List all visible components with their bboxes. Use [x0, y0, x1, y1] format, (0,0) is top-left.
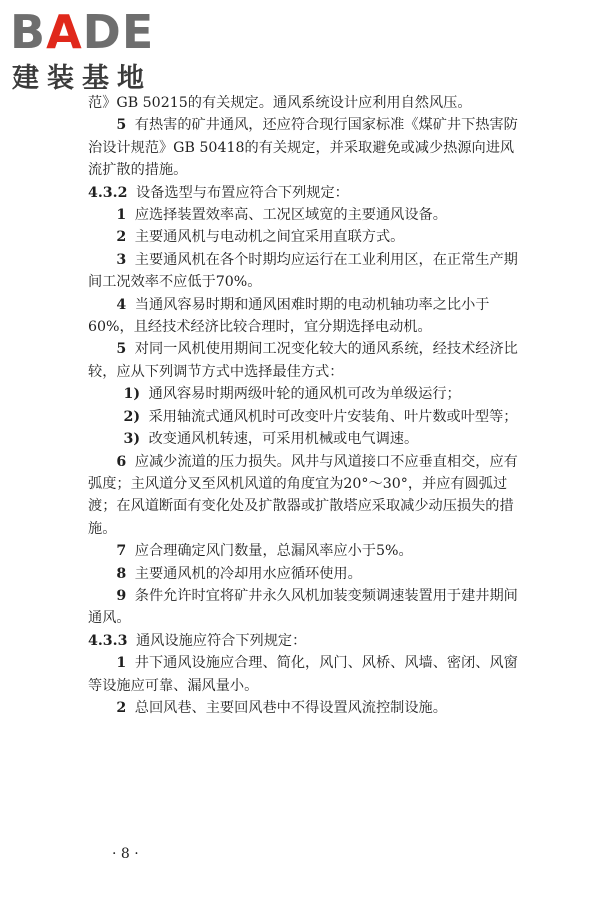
section-heading [88, 182, 520, 204]
section-heading [88, 630, 520, 652]
clause-number: 9 [116, 587, 127, 604]
clause-number: 2) [123, 408, 141, 425]
clause-text: 应减少流道的压力损失。风井与风道接口不应垂直相交，应有弧度；主风道分叉至风机风道的角度宜为20°～30°，并应有圆弧过渡；在风道断面有变化处及扩散器或扩散塔应采取减少动压损失的措施。 [88, 453, 518, 537]
clause-text: 对同一风机使用期间工况变化较大的通风系统，经技术经济比较，应从下列调节方式中选择最佳方式： [88, 341, 518, 380]
clause-item [88, 585, 520, 630]
clause-number: 5 [116, 117, 127, 134]
clause-text: 主要通风机与电动机之间宜采用直联方式。 [134, 229, 405, 246]
logo [10, 6, 190, 98]
clause-number: 1 [116, 655, 127, 672]
clause-item [88, 294, 520, 339]
clause-text: 改变通风机转速，可采用机械或电气调速。 [148, 431, 419, 448]
clause-number: 6 [116, 453, 127, 470]
clause-number: 1 [116, 207, 127, 224]
page-number: · 8 · [112, 846, 139, 862]
sub-item [88, 406, 520, 428]
clause-number: 2 [116, 229, 127, 246]
continuation-text [88, 92, 520, 114]
clause-text: 有热害的矿井通风，还应符合现行国家标准《煤矿井下热害防治设计规范》GB 50418的有关规定，并采取避免或减少热源向进风流扩散的措施。 [88, 117, 518, 179]
clause-number: 3 [116, 251, 127, 268]
clause-number: 7 [116, 543, 127, 560]
clause-item [88, 563, 520, 585]
clause-text: 通风设施应符合下列规定： [136, 632, 307, 649]
clause-item [88, 451, 520, 541]
clause-text: 总回风巷、主要回风巷中不得设置风流控制设施。 [134, 699, 447, 716]
clause-text: 通风容易时期两级叶轮的通风机可改为单级运行； [148, 386, 461, 403]
clause-text: 当通风容易时期和通风困难时期的电动机轴功率之比小于60%，且经技术经济比较合理时，宜分期选择电动机。 [88, 296, 490, 336]
clause-item [88, 226, 520, 248]
clause-number: 4.3.2 [88, 184, 128, 201]
clause-item [88, 204, 520, 226]
sub-item [88, 428, 520, 450]
clause-number: 3) [123, 431, 141, 448]
clause-item [88, 338, 520, 383]
clause-text: 采用轴流式通风机时可改变叶片安装角、叶片数或叶型等； [148, 408, 518, 425]
sub-item [88, 383, 520, 405]
clause-text: 井下通风设施应合理、简化，风门、风桥、风墙、密闭、风窗等设施应可靠、漏风量小。 [88, 655, 518, 694]
clause-number: 1) [123, 386, 141, 403]
clause-item [88, 249, 520, 294]
clause-text: 设备选型与布置应符合下列规定： [136, 184, 349, 201]
clause-number: 4 [116, 296, 127, 313]
document-body [88, 92, 520, 719]
clause-number: 5 [116, 341, 127, 358]
clause-item [88, 114, 520, 181]
clause-item [88, 652, 520, 697]
clause-text: 范》GB 50215的有关规定。通风系统设计应利用自然风压。 [88, 95, 472, 111]
clause-number: 8 [116, 565, 127, 582]
clause-number: 4.3.3 [88, 632, 128, 649]
clause-text: 主要通风机在各个时期均应运行在工业利用区，在正常生产期间工况效率不应低于70%。 [88, 251, 518, 291]
logo-subtitle: 建装基地 [12, 63, 152, 94]
logo-wordmark: BADE [10, 5, 155, 59]
clause-item [88, 540, 520, 562]
clause-text: 主要通风机的冷却用水应循环使用。 [134, 565, 362, 582]
clause-number: 2 [116, 699, 127, 716]
clause-item [88, 697, 520, 719]
clause-text: 应合理确定风门数量，总漏风率应小于5%。 [134, 543, 413, 560]
clause-text: 应选择装置效率高、工况区域宽的主要通风设备。 [134, 207, 447, 224]
clause-text: 条件允许时宜将矿井永久风机加装变频调速装置用于建井期间通风。 [88, 587, 518, 627]
